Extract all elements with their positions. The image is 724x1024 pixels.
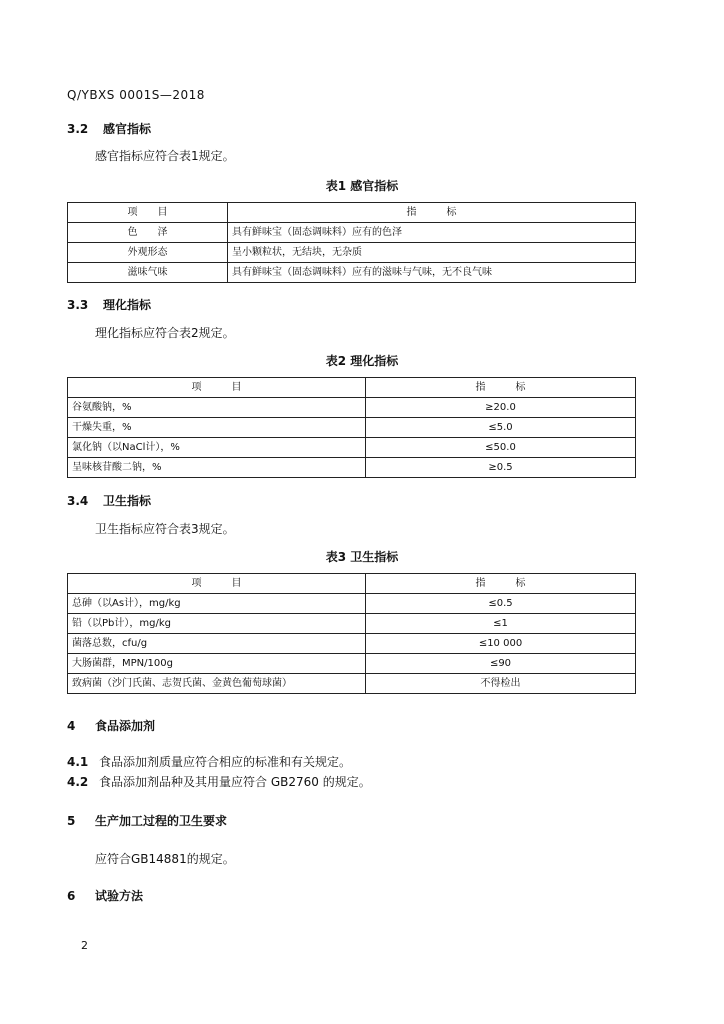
table-2-physicochemical xyxy=(67,377,636,478)
row-value: ≤0.5 xyxy=(366,594,636,614)
header-indicator: 指 标 xyxy=(366,574,636,594)
section-title: 感官指标 xyxy=(103,122,152,136)
row-item: 总砷（以As计），mg/kg xyxy=(68,594,366,614)
table-row xyxy=(68,654,636,674)
header-indicator: 指 标 xyxy=(366,378,636,398)
section-3-4-heading xyxy=(67,492,151,509)
table-2-caption: 表2 理化指标 xyxy=(325,354,399,368)
section-5-paragraph: 应符合GB14881的规定。 xyxy=(95,852,235,866)
row-item: 谷氨酸钠，% xyxy=(68,398,366,418)
row-item: 大肠菌群，MPN/100g xyxy=(68,654,366,674)
header-item: 项 目 xyxy=(68,378,366,398)
section-3-2-paragraph: 感官指标应符合表1规定。 xyxy=(95,149,235,163)
row-item: 氯化钠（以NaCl计），% xyxy=(68,438,366,458)
section-number: 3.3 xyxy=(67,298,89,312)
section-title: 试验方法 xyxy=(95,889,144,903)
table-1-sensory xyxy=(67,202,636,283)
row-item: 呈味核苷酸二钠，% xyxy=(68,458,366,478)
section-number: 5 xyxy=(67,814,76,828)
section-3-4-paragraph: 卫生指标应符合表3规定。 xyxy=(95,522,235,536)
clause-text: 食品添加剂品种及其用量应符合 GB2760 的规定。 xyxy=(99,775,371,789)
row-value: ≤1 xyxy=(366,614,636,634)
table-3-caption: 表3 卫生指标 xyxy=(325,550,399,564)
row-indicator: 具有鲜味宝（固态调味料）应有的色泽 xyxy=(228,223,636,243)
table-header-row xyxy=(68,203,636,223)
table-row xyxy=(68,674,636,694)
table-row xyxy=(68,418,636,438)
clause-number: 4.1 xyxy=(67,755,89,769)
clause-4-1 xyxy=(67,753,351,770)
header-indicator: 指 标 xyxy=(228,203,636,223)
page-number: 2 xyxy=(81,939,88,952)
clause-number: 4.2 xyxy=(67,775,89,789)
document-id: Q/YBXS 0001S—2018 xyxy=(67,88,205,102)
row-item: 外观形态 xyxy=(68,243,228,263)
clause-4-2 xyxy=(67,773,371,790)
row-value: ≤90 xyxy=(366,654,636,674)
row-indicator: 呈小颗粒状，无结块，无杂质 xyxy=(228,243,636,263)
table-1-caption: 表1 感官指标 xyxy=(325,179,399,193)
table-row xyxy=(68,223,636,243)
table-row xyxy=(68,243,636,263)
row-item: 滋味气味 xyxy=(68,263,228,283)
row-item: 致病菌（沙门氏菌、志贺氏菌、金黄色葡萄球菌） xyxy=(68,674,366,694)
table-row xyxy=(68,634,636,654)
row-indicator: 具有鲜味宝（固态调味料）应有的滋味与气味，无不良气味 xyxy=(228,263,636,283)
table-row xyxy=(68,614,636,634)
section-number: 3.2 xyxy=(67,122,89,136)
section-number: 4 xyxy=(67,719,76,733)
section-number: 3.4 xyxy=(67,494,89,508)
section-6-heading xyxy=(67,887,143,904)
section-3-3-paragraph: 理化指标应符合表2规定。 xyxy=(95,326,235,340)
table-3-hygiene xyxy=(67,573,636,694)
section-3-3-heading xyxy=(67,296,151,313)
row-item: 铅（以Pb计），mg/kg xyxy=(68,614,366,634)
table-row xyxy=(68,594,636,614)
section-3-2-heading xyxy=(67,120,151,137)
section-title: 生产加工过程的卫生要求 xyxy=(95,814,228,828)
table-header-row xyxy=(68,378,636,398)
row-item: 色 泽 xyxy=(68,223,228,243)
section-title: 食品添加剂 xyxy=(95,719,156,733)
section-title: 卫生指标 xyxy=(103,494,152,508)
table-row xyxy=(68,438,636,458)
header-item: 项 目 xyxy=(68,574,366,594)
table-header-row xyxy=(68,574,636,594)
section-title: 理化指标 xyxy=(103,298,152,312)
row-value: 不得检出 xyxy=(366,674,636,694)
section-5-heading xyxy=(67,812,227,829)
row-item: 干燥失重，% xyxy=(68,418,366,438)
table-row xyxy=(68,458,636,478)
row-value: ≤10 000 xyxy=(366,634,636,654)
row-value: ≥0.5 xyxy=(366,458,636,478)
row-value: ≤50.0 xyxy=(366,438,636,458)
section-4-heading xyxy=(67,717,155,734)
table-row xyxy=(68,263,636,283)
row-value: ≤5.0 xyxy=(366,418,636,438)
section-number: 6 xyxy=(67,889,76,903)
table-row xyxy=(68,398,636,418)
row-item: 菌落总数，cfu/g xyxy=(68,634,366,654)
row-value: ≥20.0 xyxy=(366,398,636,418)
header-item: 项 目 xyxy=(68,203,228,223)
clause-text: 食品添加剂质量应符合相应的标准和有关规定。 xyxy=(99,755,352,769)
